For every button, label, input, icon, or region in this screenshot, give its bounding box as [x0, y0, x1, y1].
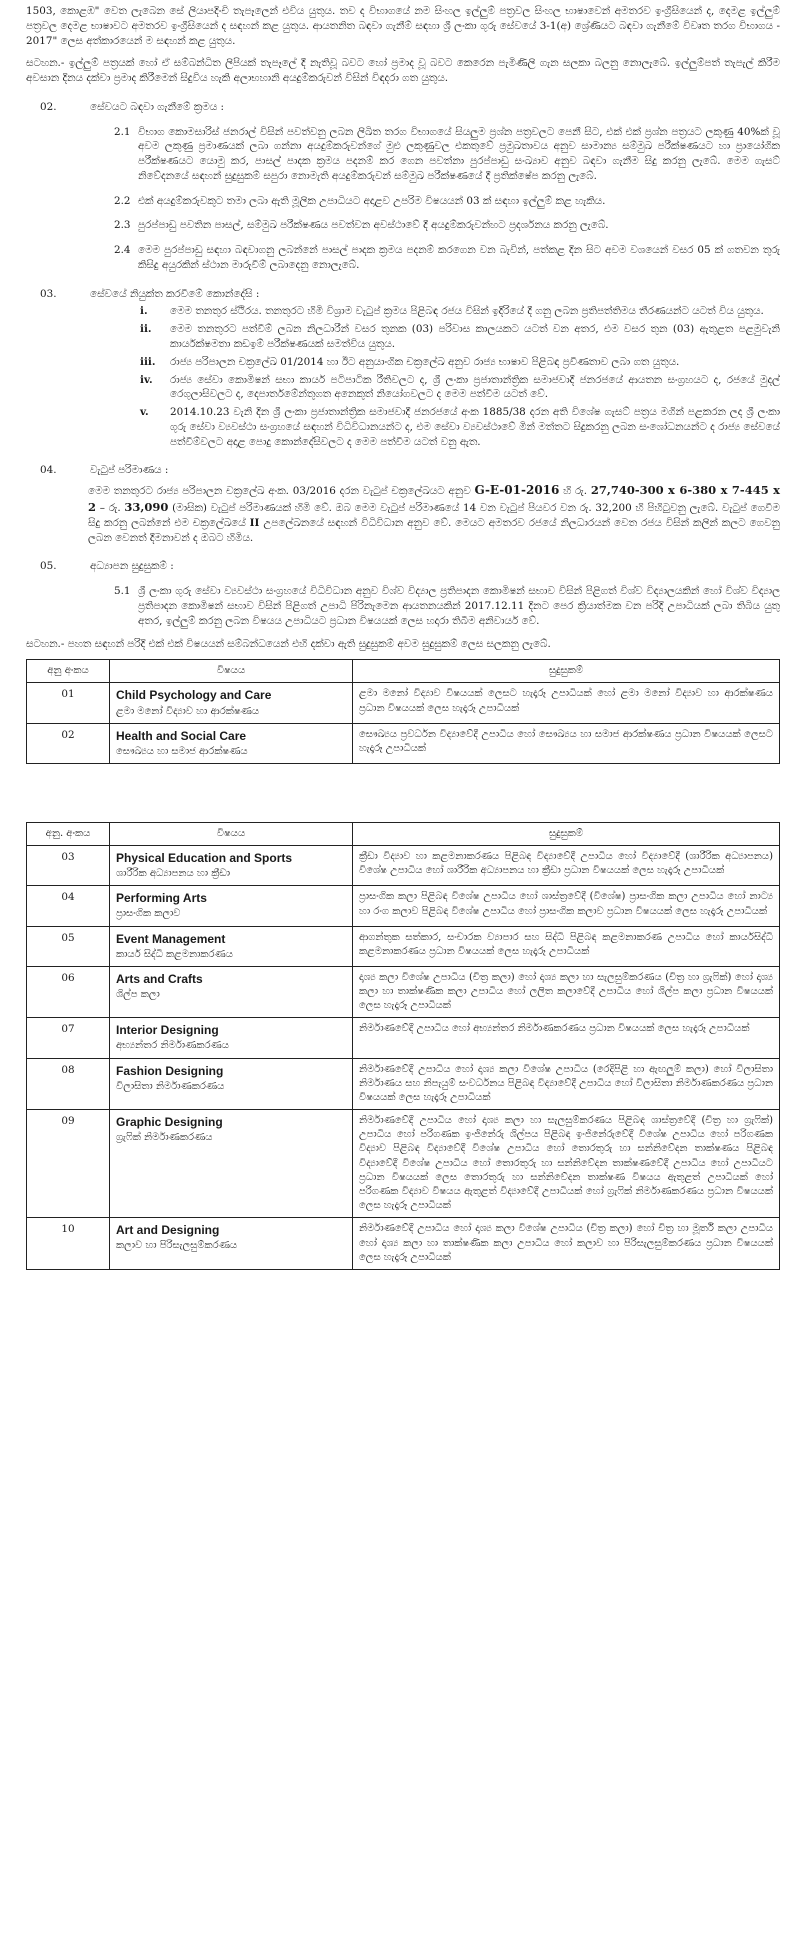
condition-text: රාජ්‍ය සේවා කොමිෂන් සභා කාර්ය පටිපාටික රීතිවලට ද, ශ්‍රී ලංකා ප්‍රජාතාන්ත්‍රික සමාජවාදී ජනරජයේ ආයතන සංග්‍රහයට ද, රජයේ මුදල් රෙගුලාසිවලට ද, දෙපාර්තමේන්තුගත අනෙකුත් නියෝගවලට ද මෙම පත්වීම යටත් වේ.	[170, 373, 780, 401]
salary-code: G-E-01-2016	[474, 483, 560, 498]
condition-number: iii.	[140, 355, 156, 368]
salary-text: – රු.	[96, 502, 125, 515]
section-number: 02.	[40, 100, 57, 113]
subject-sinhala: කාර්ය සිද්ධි කළමනාකරණය	[116, 948, 233, 960]
condition-item	[26, 373, 780, 403]
sub-item	[26, 125, 780, 184]
section-05-heading	[26, 559, 780, 574]
sub-item-number: 2.2	[114, 194, 131, 207]
row-subject	[110, 886, 353, 926]
subject-sinhala: සෞඛ්‍යය හා සමාජ ආරක්ෂණය	[116, 745, 248, 757]
section-04-heading	[26, 463, 780, 478]
condition-number: iv.	[140, 373, 153, 386]
section-number: 04.	[40, 464, 57, 477]
schedule-numeral: II	[249, 516, 260, 529]
subject-english: Art and Designing	[116, 1223, 220, 1238]
row-number: 04	[27, 886, 110, 926]
sub-item	[26, 194, 780, 209]
row-subject	[110, 966, 353, 1018]
header-no: අනු. අංකය	[27, 822, 110, 845]
section-05-items	[26, 584, 780, 628]
header-subject: විෂයය	[110, 822, 353, 845]
salary-text: මෙම තනතුරට රාජ්‍ය පරිපාලන චක්‍රලේඛ අංක. 03/2016 දරන වැටුප් චක්‍රලේඛයට අනුව	[88, 485, 475, 498]
sub-item-text: මෙම පුරප්පාඩු සඳහා බඳවාගනු ලබන්නේ පාසල් පාදක ක්‍රමය පදනම් කරගෙන වන බැවින්, පත්කළ දින සිට අවම වශයෙන් වසර 05 ක් ගතවන තුරු කිසිදු අයුරකින් ස්ථාන මාරුවීම් ලබාදෙනු නොලැබේ.	[138, 244, 780, 271]
condition-number: v.	[140, 406, 149, 419]
intro-paragraph: 1503, කොළඹ" වෙත ලැබෙන සේ ලියාපදිංචි තැපෑලෙන් එවිය යුතුය. තව ද විභාගයේ නම සිංහල ඉල්ලුම් පත්‍රවල සිංහල භාෂාවෙන් අමතරව ඉංග්‍රීසියෙන් ද, දෙමළ ඉල්ලුම් පත්‍රවල දෙමළ භාෂාවට අමතරව ඉංග්‍රීසියෙන් ද සඳහන් කළ යුතුය. ආයතනිත බඳවා ගැනීම් සඳහා ශ්‍රී ලංකා ගුරු සේවයේ 3-1(අ) ශ්‍රේණියට බඳවා ගැනීමේ විවෘත තරග විභාගය - 2017" ලෙස අත්කාරයෙන් ම සඳහන් කළ යුතුය.	[26, 5, 780, 47]
header-subject: විෂයය	[110, 660, 353, 683]
salary-total: 33,090	[124, 500, 169, 515]
row-number: 05	[27, 926, 110, 966]
row-qualification: ළමා මනෝ විද්‍යාව විෂයයක් ලෙසට හැදෑරූ උපාධියක් හෝ ළමා මනෝ විද්‍යාව හා ආරක්ෂණය ප්‍රධාන විෂයයක් ලෙස හැදෑරූ උපාධියක්	[353, 683, 780, 723]
salary-scale: 27,740-300 x 6-380 x 7-445 x 2	[88, 483, 781, 515]
subject-english: Physical Education and Sports	[116, 851, 293, 866]
condition-text: මෙම තනතුර ස්ථිරය. තනතුරට හිමි විශ්‍රාම වැටුප් ක්‍රමය පිළිබඳ රජය විසින් ඉදිරියේ දී ගනු ලබන ප්‍රතිපත්තිමය තීරණයන්ට යටත් විය යුතුය.	[170, 305, 764, 318]
header-qualification: සුදුසුකම්	[353, 660, 780, 683]
condition-item	[26, 304, 780, 319]
subject-sinhala: ශිල්ප කලා	[116, 988, 160, 1000]
row-number: 02	[27, 723, 110, 763]
row-subject	[110, 926, 353, 966]
subject-english: Fashion Designing	[116, 1063, 224, 1078]
row-number: 06	[27, 966, 110, 1018]
row-number: 07	[27, 1018, 110, 1058]
subject-english: Event Management	[116, 931, 226, 946]
sub-item	[26, 584, 780, 628]
condition-text: රාජ්‍ය පරිපාලන චක්‍රලේඛ 01/2014 හා ඊට අනුයාංගික චක්‍රලේඛ අනුව රාජ්‍ය භාෂාව පිළිබඳ ප්‍රවීණතාව ලබා ගත යුතුය.	[170, 355, 680, 368]
table-row	[27, 723, 780, 763]
subject-english: Health and Social Care	[116, 728, 247, 743]
row-qualification: ප්‍රාසංගික කලා පිළිබඳ විශේෂ උපාධිය හෝ ශාස්ත්‍රවේදී (විශේෂ) ප්‍රාසංගික කලා උපාධිය හෝ නාට්‍ය හා රංග කලාව පිළිබඳ විශේෂ උපාධිය හෝ ප්‍රාසංගික කලාව ප්‍රධාන විෂයයක් ලෙස හැදෑරූ උපාධියක්	[353, 886, 780, 926]
header-no: අනු අංකය	[27, 660, 110, 683]
salary-text: හි රු.	[559, 485, 591, 498]
row-qualification: සෞඛ්‍යය ප්‍රවර්ධන විද්‍යාවේදී උපාධිය හෝ සෞඛ්‍යය හා සමාජ ආරක්ෂණය ප්‍රධාන විෂයයක් ලෙසට හැදෑරූ උපාධියක්	[353, 723, 780, 763]
condition-item	[26, 322, 780, 352]
sub-item-number: 2.4	[114, 244, 131, 257]
condition-item	[26, 405, 780, 449]
table-row	[27, 1058, 780, 1110]
salary-text: උපලේඛනයේ සඳහන් විධිවිධාන අනුව වේ. මෙයට අමතරව රජයේ නිලධාරයන් වෙත රජය විසින් කලින් කලට ගෙවනු ලබන වෙනත් දීමනාවන් ද ඔබට හිමිය.	[88, 516, 780, 544]
qualification-table-2	[26, 822, 780, 1270]
table-header-row	[27, 660, 780, 683]
row-subject	[110, 723, 353, 763]
row-qualification: දෘශ්‍ය කලා විශේෂ උපාධිය (චිත්‍ර කලා) හෝ දෘශ්‍ය කලා හා සැලසුම්කරණය (චිත්‍ර හා ග්‍රැෆික්) හෝ දෘශ්‍ය කලා හා තාක්ෂණික කලා උපාධිය හෝ ලලිත කලාවේදී උපාධිය හෝ ශිල්ප කලා ප්‍රධාන විෂයයක් ලෙස හැදෑරූ උපාධියක්	[353, 966, 780, 1018]
sub-item-text: එක් අයදුම්කරුවකුට තමා ලබා ඇති මූලික උපාධියට අදාළව උපරිම විෂයයන් 03 ක් සඳහා ඉල්ලුම් කළ හැකිය.	[138, 194, 606, 207]
row-number: 10	[27, 1218, 110, 1270]
header-qualification: සුදුසුකම්	[353, 822, 780, 845]
note2-paragraph: සටහන.- පහත සඳහන් පරිදි එක් එක් විෂයයන් සම්බන්ධයෙන් එහි දක්වා ඇති සුදුසුකම් අවම සුදුසුකම් ලෙස සලකනු ලැබේ.	[26, 637, 551, 650]
subject-sinhala: ග්‍රැෆික් නිර්මාණකරණය	[116, 1132, 213, 1144]
table-row	[27, 1018, 780, 1058]
section-03-items	[26, 304, 780, 449]
note-paragraph: සටහන.- ඉල්ලුම් පත්‍රයක් හෝ ඒ සම්බන්ධිත ලිපියක් තැපෑලේ දී නැතිවූ බවට හෝ ප්‍රමාද වූ බවට කෙරෙන පැමිණිලි ගැන සලකා බලනු නොලැබේ. ඉල්ලුම්පත් තැපැල් කිරීම අවසාන දිනය දක්වා ප්‍රමාද කිරීමෙන් සිදුවිය හැකි අලාභහානි අයදුම්කරුවන් විසින් විඳදරා ගත යුතුය.	[26, 57, 780, 85]
row-number: 01	[27, 683, 110, 723]
qualification-table-1	[26, 659, 780, 764]
table-row	[27, 1110, 780, 1218]
section-title: සේවයේ නියුක්ත කරවීමේ කොන්දේසි :	[90, 287, 260, 300]
sub-item-number: 2.3	[114, 219, 131, 232]
subject-english: Arts and Crafts	[116, 971, 203, 986]
row-number: 08	[27, 1058, 110, 1110]
subject-english: Performing Arts	[116, 891, 207, 906]
table-header-row	[27, 822, 780, 845]
table-row	[27, 966, 780, 1018]
subject-sinhala: ප්‍රාසංගික කලාව	[116, 908, 181, 920]
row-number: 09	[27, 1110, 110, 1218]
row-subject	[110, 1018, 353, 1058]
sub-item	[26, 243, 780, 273]
row-number: 03	[27, 846, 110, 886]
condition-text: මෙම තනතුරට පත්වීම් ලබන නිලධාරීන් වසර තුනක (03) පරිවාස කාලයකට යටත් වන අතර, එම වසර තුන (03) ඇතුළත පළමුවැනි කාර්යක්ෂමතා කඩඉම් පරීක්ෂණයක් සමත්විය යුතුය.	[170, 323, 780, 351]
condition-number: i.	[140, 305, 148, 318]
section-02-heading	[26, 100, 780, 115]
row-subject	[110, 1218, 353, 1270]
condition-number: ii.	[140, 323, 152, 336]
table-row	[27, 1218, 780, 1270]
subject-english: Child Psychology and Care	[116, 688, 272, 703]
section-title: සේවයට බඳවා ගැනීමේ ක්‍රමය :	[90, 100, 224, 113]
row-subject	[110, 846, 353, 886]
sub-item-number: 5.1	[114, 585, 131, 598]
row-subject	[110, 1058, 353, 1110]
subject-sinhala: අභ්‍යන්තර නිර්මාණකරණය	[116, 1040, 229, 1052]
sub-item-text: පුරප්පාඩු පවතින පාසල්, සම්මුඛ පරීක්ෂණය පවත්වන අවස්ථාවේ දී අයදුම්කරුවන්හට ප්‍රදර්ශනය කරනු ලැබේ.	[138, 219, 609, 232]
row-qualification: නිර්මාණවේදී උපාධිය හෝ දෘශ්‍ය කලා විශේෂ උපාධිය (රෙදිපිළි හා ඇඟලුම් කලා) හෝ විලාසිතා නිර්මාණය සහ නිපැයුම් සංවර්ධනය පිළිබඳ විද්‍යාවේදී උපාධිය හෝ විලාසිතා නිර්මාණකරණය ප්‍රධාන විෂයයක් ලෙස හැදෑරූ උපාධියක්	[353, 1058, 780, 1110]
section-number: 05.	[40, 560, 57, 573]
row-qualification: නිර්මාණවේදී උපාධිය හෝ අභ්‍යන්තර නිර්මාණකරණය ප්‍රධාන විෂයයක් ලෙස හැදෑරූ උපාධියක්	[353, 1018, 780, 1058]
table-row	[27, 846, 780, 886]
row-qualification: ආගන්තුක සත්කාර, සංචාරක ව්‍යාපාර සහ සිද්ධි පිළිබඳ කළමනාකරණ උපාධිය හෝ කාර්යසිද්ධි කළමනාකරණය ප්‍රධාන විෂයයක් ලෙස හැදෑරූ උපාධියක්	[353, 926, 780, 966]
subject-english: Graphic Designing	[116, 1115, 223, 1130]
section-number: 03.	[40, 287, 57, 300]
subject-sinhala: ශාරීරික අධ්‍යාපනය හා ක්‍රීඩා	[116, 868, 231, 880]
condition-item	[26, 355, 780, 370]
table-row	[27, 683, 780, 723]
row-qualification: ක්‍රීඩා විද්‍යාව හා කළමනාකරණය පිළිබඳ විද්‍යාවේදී උපාධිය හෝ විද්‍යාවේදී (ශාරීරික අධ්‍යාපනය) විශේෂ උපාධිය හෝ ශාරීරික අධ්‍යාපනය හා ක්‍රීඩා ප්‍රධාන විෂයයක් ලෙස හැදෑරූ උපාධියක්	[353, 846, 780, 886]
sub-item	[26, 218, 780, 233]
subject-sinhala: කලාව හා පිරිසැලසුම්කරණය	[116, 1240, 238, 1252]
section-title: අධ්‍යාපන සුදුසුකම් :	[90, 560, 174, 573]
sub-item-number: 2.1	[114, 125, 131, 138]
condition-text: 2014.10.23 වැනි දින ශ්‍රී ලංකා ප්‍රජාතාන්ත්‍රික සමාජවාදී ජනරජයේ අංක 1885/38 දරන අති විශේෂ ගැසට් පත්‍රය මගින් පළකරන ලද ශ්‍රී ලංකා ගුරු සේවා ව්‍යවස්ථා සංග්‍රහයේ සඳහන් විධිවිධානයන්ට ද, එම සේවා ව්‍යවස්ථාවේ මින් මත්තට සිදුකරනු ලබන සංශෝධනයන්ට ද රාජ්‍ය සේවයේ පත්වීම්වලට අදාළ පොදු කොන්දේසිවලට ද මෙම පත්වීම යටත් වනු ඇත.	[170, 406, 780, 448]
sub-item-text: විභාග කොමසාරිස් ජනරාල් විසින් පවත්වනු ලබන ලිඛිත තරග විභාගයේ සියලුම ප්‍රශ්න පත්‍රවලට පෙනී සිට, එක් එක් ප්‍රශ්න පත්‍රයට ලකුණු 40%ක් වූ අවම ලකුණු ප්‍රමාණයක් ලබා ගන්නා අයදුම්කරුවන්ගේ මුළු ලකුණුවල එකතුවේ ප්‍රමුඛතාවය අනුව සාමාන්‍ය සම්මුඛ පරීක්ෂණයට හා ප්‍රායෝගික පරීක්ෂණයට යොමු කර, පාසල් පාදක ක්‍රමය පදනම් කර ගෙන පවත්නා පුරප්පාඩු සංඛ්‍යාව අනුව බඳවා ගැනීම සිදු කරනු ලැබේ. මෙම ගැසට් නිවේදනයේ සඳහන් සුදුසුකම් සපුරා නොමැති අයදුම්කරුවන් සම්මුඛ පරීක්ෂණයේ දී ප්‍රතික්ෂේප කරනු ලැබේ.	[138, 125, 780, 182]
section-03-heading	[26, 287, 780, 302]
subject-sinhala: ළමා මනෝ විද්‍යාව හා ආරක්ෂණය	[116, 705, 260, 717]
salary-paragraph	[26, 482, 780, 545]
row-qualification: නිර්මාණවේදී උපාධිය හෝ දෘශ්‍ය කලා විශේෂ උපාධිය (චිත්‍ර කලා) හෝ චිත්‍ර හා මූර්ති කලා උපාධිය හෝ දෘශ්‍ය කලා හා තාක්ෂණික කලා උපාධිය හෝ කලාව හා පිරිසැලසුම්කරණය ප්‍රධාන විෂයයක් ලෙස හැදෑරූ උපාධියක්	[353, 1218, 780, 1270]
section-02-items	[26, 125, 780, 273]
row-subject	[110, 683, 353, 723]
subject-english: Interior Designing	[116, 1023, 219, 1038]
table-row	[27, 886, 780, 926]
subject-sinhala: විලාසිතා නිර්මාණකරණය	[116, 1080, 225, 1092]
table-row	[27, 926, 780, 966]
section-title: වැටුප් පරිමාණය :	[90, 464, 169, 477]
row-subject	[110, 1110, 353, 1218]
salary-text: (මාසික) වැටුප් පරිමාණයක් හිමි වේ. ඔබ මෙම වැටුප් පරිමාණයේ 14 වන වැටුප් පියවර වන රු. 32,200 හි පිහිටුවනු ලැබේ. වැටුප් ගෙවීම සිදු කරනු ලබන්නේ එම චක්‍රලේඛයේ	[88, 502, 781, 529]
row-qualification: නිර්මාණවේදී උපාධිය හෝ දෘශ්‍ය කලා හා සැලසුම්කරණය පිළිබඳ ශාස්ත්‍රවේදී (චිත්‍ර හා ග්‍රැෆික්) උපාධිය හෝ පරිගණක ඉංජිනේරු ශිල්පය පිළිබඳ ඉංජිනේරුවේදී විශේෂ උපාධිය හෝ පරිගණක විද්‍යාව පිළිබඳ විද්‍යාවේදී විශේෂ උපාධිය හෝ තොරතුරු හා සන්නිවේදන තාක්ෂණය පිළිබඳ විද්‍යාවේදී විශේෂ උපාධිය හෝ තොරතුරු හා සන්නිවේදන තාක්ෂණවේදී උපාධිය හෝ උපාධියට ප්‍රධාන විෂයයක් ලෙස තොරතුරු හා සන්නිවේදන තාක්ෂණ විෂයය ඇතුළත් උපාධියක් හෝ පරිගණක විද්‍යාව විෂයය ඇතුළත් විද්‍යාවේදී උපාධියක් හෝ ග්‍රැෆික් නිර්මාණකරණය ප්‍රධාන විෂයයක් ලෙස හැදෑරූ උපාධියක්	[353, 1110, 780, 1218]
sub-item-text: ශ්‍රී ලංකා ගුරු සේවා ව්‍යවස්ථා සංග්‍රහයේ විධිවිධාන අනුව විශ්ව විද්‍යාල ප්‍රතිපාදන කොමිෂන් සභාව විසින් පිළිගත් විශ්ව විද්‍යාලයකින් හෝ විශ්ව විද්‍යාල ප්‍රතිපාදන කොමිෂන් සභාව විසින් පිළිගත් උපාධි පිරිනැමෙන ආයතනයකින් 2017.12.11 දිනට පෙර ක්‍රියාත්මක වන පරිදි උපාධියක් ලබා තිබිය යුතු අතර, ඉල්ලුම් කරනු ලබන විෂයය උපාධියට ප්‍රධාන විෂයයක් ලෙස හදාරා තිබීම අනිවාර්ය වේ.	[138, 585, 780, 627]
